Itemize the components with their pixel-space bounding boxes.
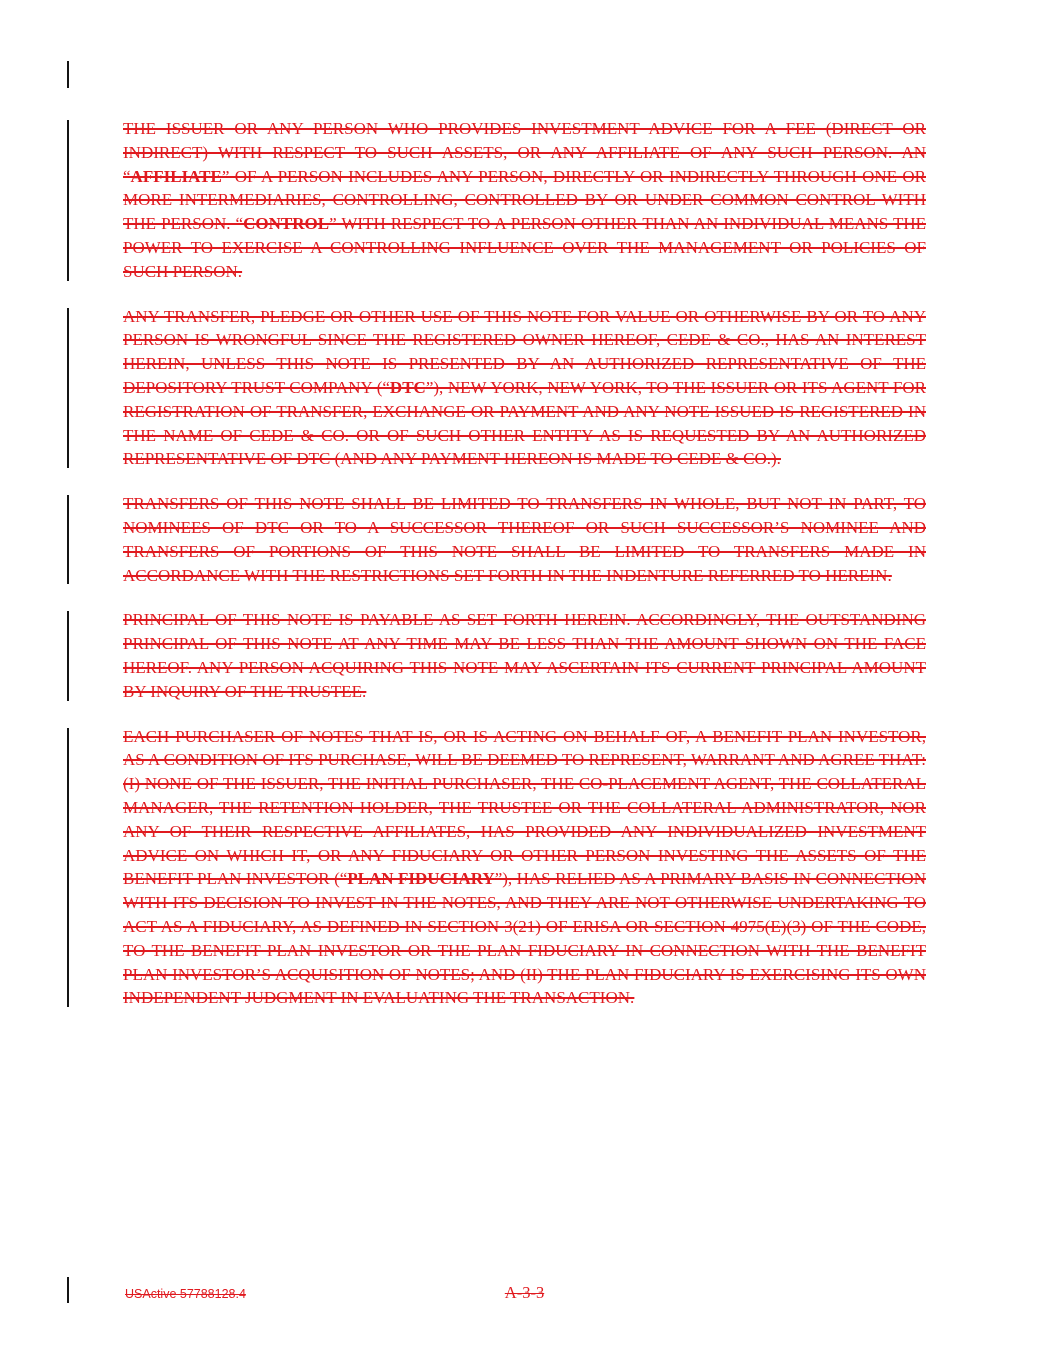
text-segment: ”), NEW YORK, NEW YORK, TO THE ISSUER OR ITS AGENT FOR REGISTRATION OF TRANSFER, EXCHANGE OR PAYMENT AND ANY NOTE ISSUED IS REGISTERED IN THE NAME OF CEDE & CO. OR OF SUCH OTHER ENTITY AS IS REQUESTED BY AN AUTHORIZED REPRESENTATIVE OF DTC (AND ANY PAYMENT HEREON IS MADE TO CEDE & CO.). bbox=[123, 377, 926, 469]
text-segment: PRINCIPAL OF THIS NOTE IS PAYABLE AS SET FORTH HEREIN. ACCORDINGLY, THE OUTSTANDING PRINCIPAL OF THIS NOTE AT ANY TIME MAY BE LESS THAN THE AMOUNT SHOWN ON THE FACE HEREOF. ANY PERSON ACQUIRING THIS NOTE MAY ASCERTAIN ITS CURRENT PRINCIPAL AMOUNT BY INQUIRY OF THE TRUSTEE. bbox=[123, 610, 926, 701]
text-segment: ” WITH RESPECT TO A PERSON OTHER THAN AN INDIVIDUAL MEANS THE POWER TO EXERCISE A CONTROLLING INFLUENCE OVER THE MANAGEMENT OR POLICIES OF SUCH PERSON. bbox=[123, 214, 926, 281]
paragraph bbox=[123, 117, 926, 284]
paragraph bbox=[123, 492, 926, 587]
defined-term: PLAN FIDUCIARY bbox=[347, 869, 495, 889]
defined-term: AFFILIATE bbox=[130, 166, 222, 186]
paragraph bbox=[123, 305, 926, 472]
document-body bbox=[123, 117, 926, 1031]
defined-term: DTC bbox=[389, 377, 426, 397]
paragraph bbox=[123, 725, 926, 1011]
page-footer bbox=[123, 1283, 926, 1309]
text-segment: TRANSFERS OF THIS NOTE SHALL BE LIMITED TO TRANSFERS IN WHOLE, BUT NOT IN PART, TO NOMINEES OF DTC OR TO A SUCCESSOR THEREOF OR SUCH SUCCESSOR’S NOMINEE AND TRANSFERS OF PORTIONS OF THIS NOTE SHALL BE LIMITED TO TRANSFERS MADE IN ACCORDANCE WITH THE RESTRICTIONS SET FORTH IN THE INDENTURE REFERRED TO HEREIN. bbox=[123, 494, 926, 585]
revision-change-bar-footer bbox=[67, 1277, 69, 1303]
text-segment: ANY TRANSFER, PLEDGE OR OTHER USE OF THIS NOTE FOR VALUE OR OTHERWISE BY OR TO ANY PERSON IS WRONGFUL SINCE THE REGISTERED OWNER HEREOF, CEDE & CO., HAS AN INTEREST HEREIN, UNLESS THIS NOTE IS PRESENTED BY AN AUTHORIZED REPRESENTATIVE OF THE DEPOSITORY TRUST COMPANY (“ bbox=[123, 306, 926, 397]
text-segment: THE ISSUER OR ANY PERSON WHO PROVIDES INVESTMENT ADVICE FOR A FEE (DIRECT OR INDIRECT) WITH RESPECT TO SUCH ASSETS, OR ANY AFFILIATE OF ANY SUCH PERSON. AN “ bbox=[123, 119, 926, 186]
document-id: USActive 57788128.4 bbox=[125, 1287, 246, 1301]
paragraph bbox=[123, 608, 926, 703]
page-number: A-3-3 bbox=[504, 1283, 545, 1302]
text-segment: EACH PURCHASER OF NOTES THAT IS, OR IS ACTING ON BEHALF OF, A BENEFIT PLAN INVESTOR, AS A CONDITION OF ITS PURCHASE, WILL BE DEEMED TO REPRESENT, WARRANT AND AGREE THAT: (I) NONE OF THE ISSUER, THE INITIAL PURCHASER, THE CO-PLACEMENT AGENT, THE COLLATERAL MANAGER, THE RETENTION HOLDER, THE TRUSTEE OR THE COLLATERAL ADMINISTRATOR, NOR ANY OF THEIR RESPECTIVE AFFILIATES, HAS PROVIDED ANY INDIVIDUALIZED INVESTMENT ADVICE ON WHICH IT, OR ANY FIDUCIARY OR OTHER PERSON INVESTING THE ASSETS OF THE BENEFIT PLAN INVESTOR (“ bbox=[123, 726, 926, 889]
text-segment: ”), HAS RELIED AS A PRIMARY BASIS IN CONNECTION WITH ITS DECISION TO INVEST IN THE NOTES, AND THEY ARE NOT OTHERWISE UNDERTAKING TO ACT AS A FIDUCIARY, AS DEFINED IN SECTION 3(21) OF ERISA OR SECTION 4975(E)(3) OF THE CODE, TO THE BENEFIT PLAN INVESTOR OR THE PLAN FIDUCIARY IN CONNECTION WITH THE BENEFIT PLAN INVESTOR’S ACQUISITION OF NOTES; AND (II) THE PLAN FIDUCIARY IS EXERCISING ITS OWN INDEPENDENT JUDGMENT IN EVALUATING THE TRANSACTION. bbox=[123, 869, 926, 1008]
text-segment: ” OF A PERSON INCLUDES ANY PERSON, DIRECTLY OR INDIRECTLY THROUGH ONE OR MORE INTERMEDIARIES, CONTROLLING, CONTROLLED BY OR UNDER COMMON CONTROL WITH THE PERSON. “ bbox=[123, 166, 926, 234]
defined-term: CONTROL bbox=[243, 214, 330, 234]
revision-change-bar-top bbox=[67, 61, 69, 88]
